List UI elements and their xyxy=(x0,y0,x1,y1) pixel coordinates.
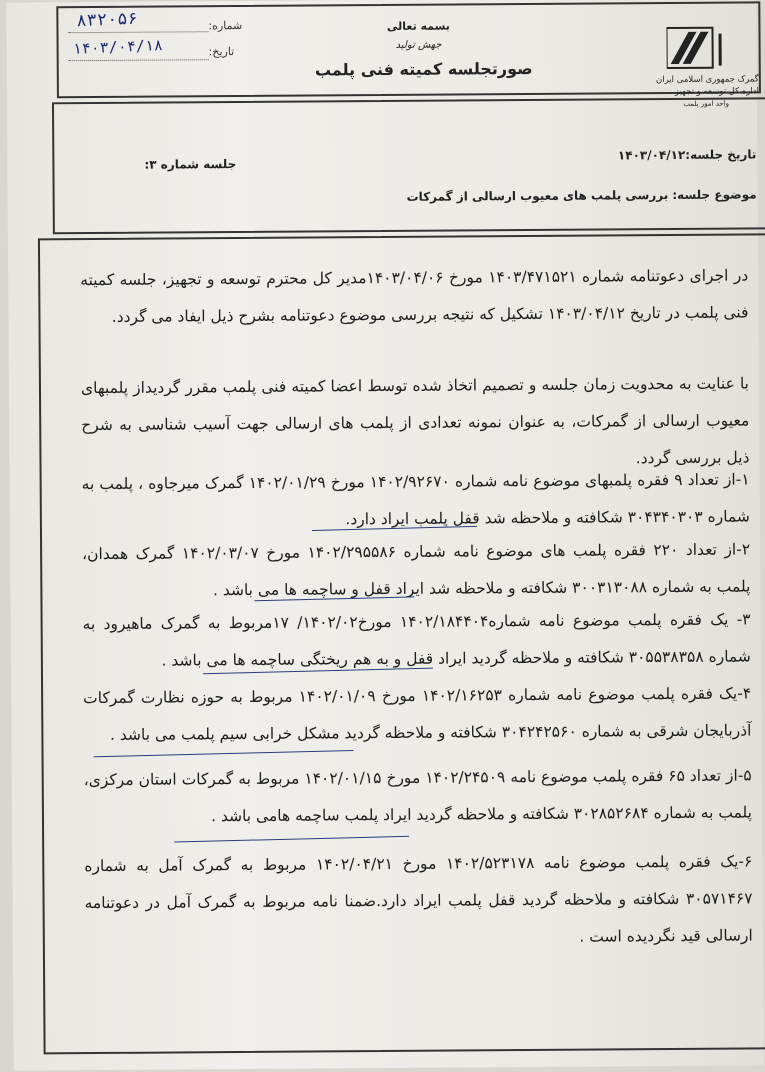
page-title: صورتجلسه کمیته فنی پلمب xyxy=(314,58,533,80)
org-line: واحد امور پلمب xyxy=(683,99,730,108)
decision-paragraph: با عنایت به محدویت زمان جلسه و تصمیم اتخاذ شده توسط اعضا کمیته فنی پلمب مقرر گردیداز پلمبهای معیوب ارسالی از گمرکات، به عنوان نمونه تعدادی از پلمب های ارسالی جهت آسیب شناسی به شرح ذیل بررسی گردد. xyxy=(80,374,750,468)
number-label: شماره: xyxy=(208,18,243,33)
finding-item: ۵-از تعداد ۶۵ فقره پلمب موضوع نامه ۱۴۰۲/۲۴۵۰۹ مورخ ۱۴۰۲/۰۱/۱۵ مربوط به گمرکات استان مرکزی، پلمب به شماره ۳۰۲۸۵۲۶۸۴ شکافته و ملاحظه گردید ایراد پلمب ساچمه هامی باشد . xyxy=(83,766,753,826)
minutes-body-box xyxy=(38,233,765,1054)
letterhead-box xyxy=(56,1,761,108)
org-name xyxy=(619,73,759,98)
meeting-info-box xyxy=(52,97,765,234)
finding-item: ۱-از تعداد ۹ فقره پلمبهای موضوع نامه شماره ۱۴۰۲/۹۲۶۷۰ مورخ ۱۴۰۲/۰۱/۲۹ گمرک میرجاوه ، پلمب به شماره ۳۰۴۳۴۰۳۰۳ شکافته و ملاحظه شد قفل پلمب ایراد دارد. xyxy=(81,470,750,529)
finding-item: ۲-از تعداد ۲۲۰ فقره پلمب های موضوع نامه شماره ۱۴۰۲/۲۹۵۵۸۶ مورخ ۱۴۰۲/۰۳/۰۷ گمرک همدان، پلمب به شماره ۳۰۰۳۱۳۰۸۸ شکافته و ملاحظه شد ایراد قفل و ساچمه ها می باشد . xyxy=(82,540,751,600)
pen-underline xyxy=(174,836,409,843)
finding-item: ۳- یک فقره پلمب موضوع نامه شماره۱۴۰۲/۱۸۴۴۰۴ مورخ۱۴۰۲/۰۲/ ۱۷مربوط به گمرک ماهیرود به شماره ۳۰۵۵۳۸۳۵۸ شکافته و ملاحظه گردید ایراد قفل و به هم ریختگی ساچمه ها می باشد . xyxy=(82,610,751,670)
number-dots xyxy=(68,31,208,33)
date-dots xyxy=(69,59,209,61)
intro-paragraph: در اجرای دعوتنامه شماره ۱۴۰۳/۴۷۱۵۲۱ مورخ ۱۴۰۳/۰۴/۰۶مدیر کل محترم توسعه و تجهیز، جلسه کمیته فنی پلمب در تاریخ ۱۴۰۳/۰۴/۱۲ تشکیل که نتیجه بررسی موضوع دعوتنامه بشرح ذیل ایفاد می گردد. xyxy=(80,266,749,326)
meeting-date: تاریخ جلسه:۱۴۰۳/۰۴/۱۲ xyxy=(617,147,757,163)
basmala: بسمه تعالی xyxy=(386,19,450,33)
number-value: ۸۳۲۰۵۶ xyxy=(76,8,139,32)
org-line: گمرک جمهوری اسلامی ایران xyxy=(655,74,759,86)
meeting-subject: موضوع جلسه: بررسی پلمب های معیوب ارسالی از گمرکات xyxy=(406,187,757,204)
date-value: ۱۴۰۳/۰۴/۱۸ xyxy=(72,35,164,58)
paper-sheet xyxy=(6,0,763,1071)
org-line: اداره کل توسعه و تجهیز xyxy=(674,86,759,97)
finding-item: ۴-یک فقره پلمب موضوع نامه شماره ۱۴۰۲/۱۶۲۵۳ مورخ ۱۴۰۲/۰۱/۰۹ مربوط به حوزه نظارت گمرکات آذربایجان شرقی به شماره ۳۰۴۲۴۲۵۶۰ شکافته و ملاحظه گردید مشکل خرابی سیم پلمب می باشد . xyxy=(83,684,752,744)
date-label: تاریخ: xyxy=(208,45,235,59)
customs-logo-icon xyxy=(666,26,724,76)
slogan: جهش تولید xyxy=(395,39,442,51)
meeting-number: جلسه شماره ۳: xyxy=(144,157,237,172)
finding-item: ۶-یک فقره پلمب موضوع نامه ۱۴۰۲/۵۲۳۱۷۸ مورخ ۱۴۰۲/۰۴/۲۱ مربوط به گمرک آمل به شماره ۳۰۵۷۱۴۶۷ شکافته و ملاحظه گردید قفل پلمب ایراد دارد.ضمنا نامه مربوط به گمرک آمل در دعوتنامه ارسالی قید نگردیده است . xyxy=(84,852,753,946)
